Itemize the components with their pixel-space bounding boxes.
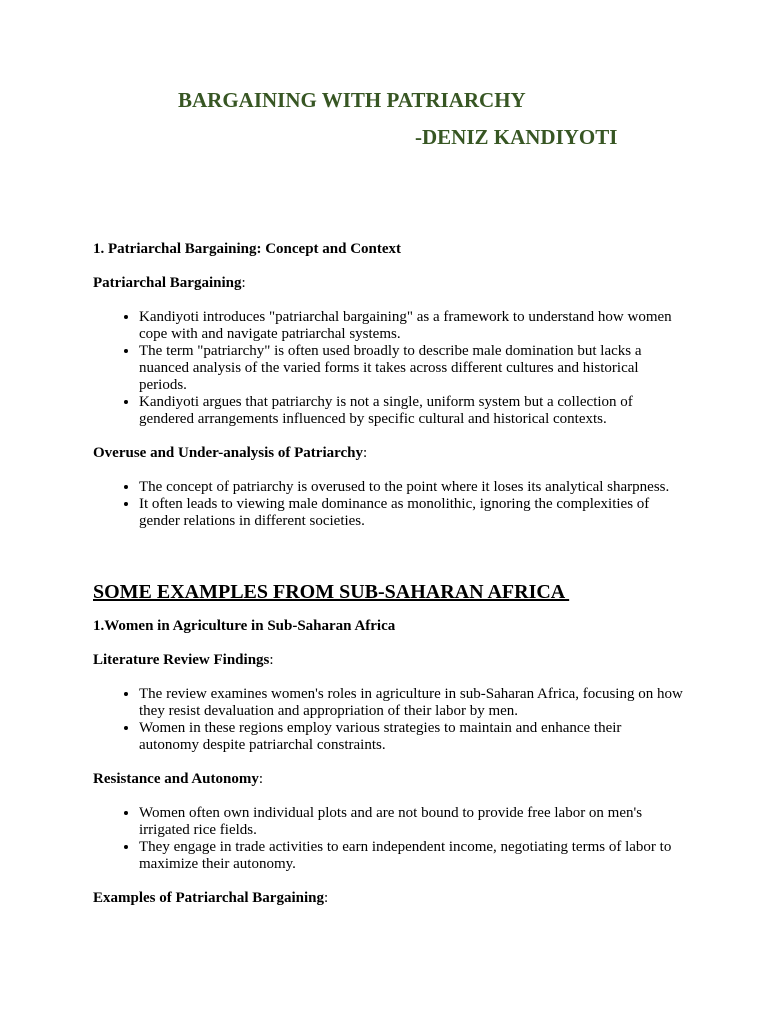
list-item: • The term "patriarchy" is often used broadly to describe male domination but lacks a nuanced analysis of the varied forms it takes across different cultures and historical periods. (139, 343, 683, 394)
subheading-label: Literature Review Findings (93, 652, 270, 668)
list-item: • The review examines women's roles in agriculture in sub-Saharan Africa, focusing on how they resist devaluation and appropriation of their labor by men. (139, 686, 683, 720)
bullet-list (93, 479, 683, 530)
subheading-overuse (93, 445, 683, 462)
subheading-colon: : (269, 652, 274, 668)
list-item: • Kandiyoti introduces "patriarchal bargaining" as a framework to understand how women cope with and navigate patriarchal systems. (139, 309, 683, 343)
subheading-resistance (93, 771, 683, 788)
document-author: -DENIZ KANDIYOTI (415, 125, 618, 149)
section-heading-africa: SOME EXAMPLES FROM SUB-SAHARAN AFRICA (93, 581, 570, 603)
bullet-list (93, 805, 683, 873)
subheading-label: Overuse and Under-analysis of Patriarchy (93, 445, 363, 461)
subheading-colon: : (363, 445, 368, 461)
subheading-colon: : (323, 890, 329, 906)
bullet-list (93, 309, 683, 428)
subheading-label: Examples of Patriarchal Bargaining (93, 890, 324, 906)
section-subheading: 1.Women in Agriculture in Sub-Saharan Africa (93, 618, 396, 634)
subheading-examples (93, 890, 683, 907)
subheading-colon: : (258, 771, 264, 787)
subheading-label: Resistance and Autonomy (93, 771, 259, 787)
list-item: • Women often own individual plots and are not bound to provide free labor on men's irrigated rice fields. (139, 805, 683, 839)
list-item: • They engage in trade activities to earn independent income, negotiating terms of labor to maximize their autonomy. (139, 839, 683, 873)
document-title: BARGAINING WITH PATRIARCHY (178, 88, 526, 112)
list-item: • Women in these regions employ various strategies to maintain and enhance their autonomy despite patriarchal constraints. (139, 720, 683, 754)
document-body (93, 241, 683, 907)
list-item: • It often leads to viewing male dominance as monolithic, ignoring the complexities of gender relations in different societies. (139, 496, 683, 530)
section-heading: 1. Patriarchal Bargaining: Concept and Context (93, 241, 402, 257)
subheading-patriarchal-bargaining (93, 275, 683, 292)
bullet-list (93, 686, 683, 754)
list-item: • The concept of patriarchy is overused to the point where it loses its analytical sharpness. (139, 479, 683, 496)
subheading-label: Patriarchal Bargaining (93, 275, 242, 291)
subheading-colon: : (241, 275, 246, 291)
subheading-literature-review (93, 652, 683, 669)
list-item: • Kandiyoti argues that patriarchy is not a single, uniform system but a collection of gendered arrangements influenced by specific cultural and historical contexts. (139, 394, 683, 428)
